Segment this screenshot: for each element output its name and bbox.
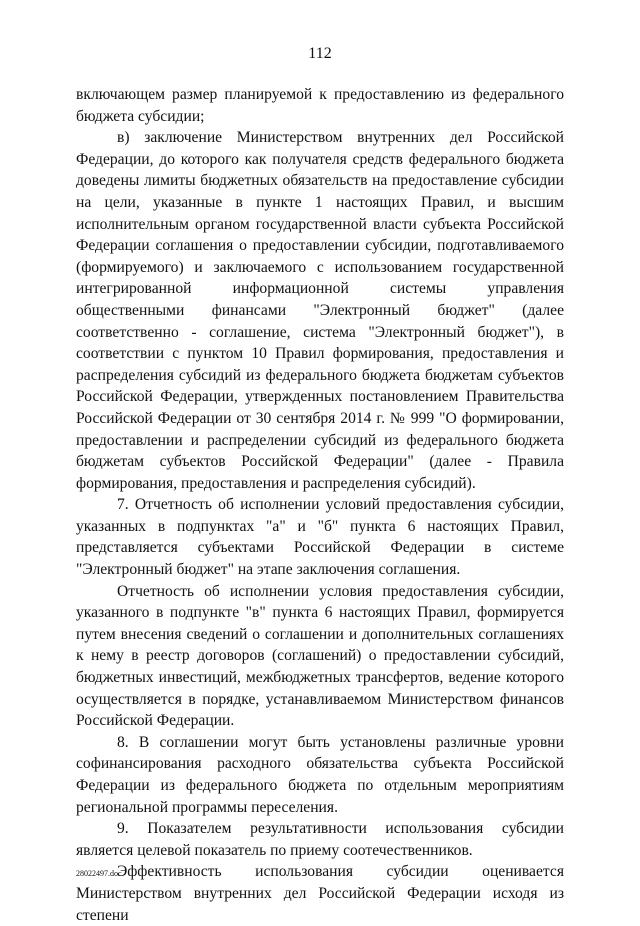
paragraph-efficiency: Эффективность использования субсидии оценивается Министерством внутренних дел Российской Федерации исходя из степени [76, 863, 564, 924]
document-body [76, 84, 564, 926]
page-number: 112 [308, 45, 332, 62]
paragraph-item-7: 7. Отчетность об исполнении условий предоставления субсидии, указанных в подпунктах "а" и "б" пункта 6 настоящих Правил, представляется субъектами Российской Федерации в системе "Электронный бюджет" на этапе заключения соглашения. [76, 496, 564, 579]
paragraph-continuation: включающем размер планируемой к предоставлению из федерального бюджета субсидии; [76, 86, 564, 125]
paragraph-subitem-v: в) заключение Министерством внутренних дел Российской Федерации, до которого как получателя средств федерального бюджета доведены лимиты бюджетных обязательств на предоставление субсидии на цели, указанные в пункте 1 настоящих Правил, и высшим исполнительным органом государственной власти субъекта Российской Федерации соглашения о предоставлении субсидии, подготавливаемого (формируемого) и заключаемого с использованием государственной интегрированной информационной системы управления общественными финансами "Электронный бюджет" (далее соответственно - соглашение, система "Электронный бюджет"), в соответствии с пунктом 10 Правил формирования, предоставления и распределения субсидий из федерального бюджета бюджетам субъектов Российской Федерации, утвержденных постановлением Правительства Российской Федерации от 30 сентября 2014 г. № 999 "О формировании, предоставлении и распределении субсидий из федерального бюджета бюджетам субъектов Российской Федерации" (далее - Правила формирования, предоставления и распределения субсидий). [76, 129, 564, 492]
file-name-footer: 28022497.doc [76, 869, 122, 878]
paragraph-reporting: Отчетность об исполнении условия предоставления субсидии, указанного в подпункте "в" пункта 6 настоящих Правил, формируется путем внесения сведений о соглашении и дополнительных соглашениях к нему в реестр договоров (соглашений) о предоставлении субсидий, бюджетных инвестиций, межбюджетных трансфертов, ведение которого осуществляется в порядке, устанавливаемом Министерством финансов Российской Федерации. [76, 582, 564, 730]
paragraph-item-8: 8. В соглашении могут быть установлены различные уровни софинансирования расходного обязательства субъекта Российской Федерации из федерального бюджета по отдельным мероприятиям региональной программы переселения. [76, 733, 564, 816]
paragraph-item-9: 9. Показателем результативности использования субсидии является целевой показатель по приему соотечественников. [76, 820, 564, 859]
